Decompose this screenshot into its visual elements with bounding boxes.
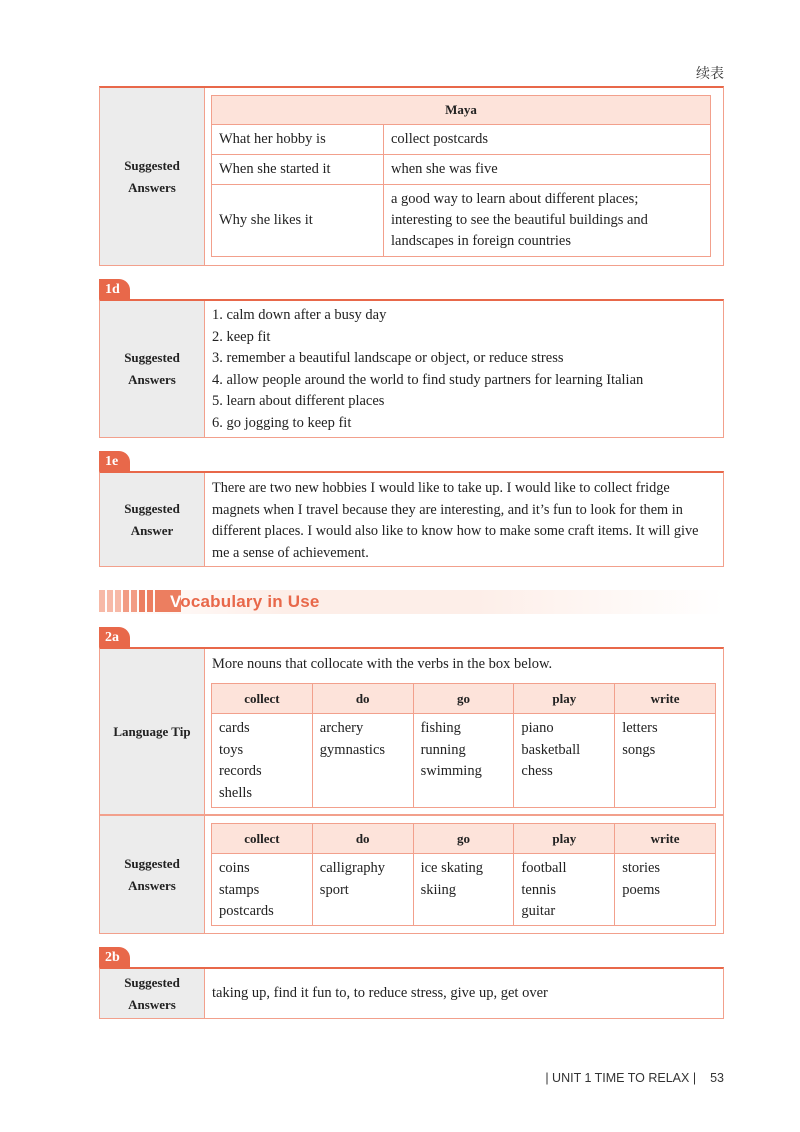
cell-line: skiing bbox=[420, 881, 457, 898]
table-cell: when she was five bbox=[384, 155, 711, 185]
table-cell bbox=[312, 854, 413, 926]
cell-line: coins bbox=[219, 860, 250, 876]
table-cell bbox=[514, 854, 615, 926]
answers-2b-block bbox=[99, 967, 724, 1019]
table-cell: When she started it bbox=[212, 155, 384, 185]
column-header: collect bbox=[212, 824, 313, 854]
table-cell bbox=[514, 714, 615, 808]
label-line: Answers bbox=[128, 179, 176, 195]
cell-line: running bbox=[420, 741, 466, 758]
row-label bbox=[100, 473, 205, 566]
table-cell: What her hobby is bbox=[212, 125, 384, 155]
list-item: 5. learn about different places bbox=[212, 393, 385, 409]
cell-line: songs bbox=[622, 741, 656, 758]
collocation-answers-table bbox=[211, 823, 716, 926]
section-tag-2b: 2b bbox=[99, 947, 130, 968]
answer-1e-paragraph bbox=[205, 473, 723, 566]
column-header: play bbox=[514, 824, 615, 854]
label-line: Language Tip bbox=[113, 723, 191, 739]
row-label bbox=[100, 816, 205, 933]
unit-title: | UNIT 1 TIME TO RELAX | bbox=[545, 1071, 697, 1085]
paragraph-line: me a sense of achievement. bbox=[212, 544, 369, 561]
page-number: 53 bbox=[710, 1071, 724, 1085]
cell-line: piano bbox=[521, 720, 554, 736]
table-cell: collect postcards bbox=[384, 125, 711, 155]
cell-line: postcards bbox=[219, 903, 274, 919]
list-item: 2. keep fit bbox=[212, 328, 271, 345]
label-line: Answers bbox=[128, 877, 176, 893]
cell-line: toys bbox=[219, 741, 244, 758]
column-header: write bbox=[615, 824, 716, 854]
label-line: Answers bbox=[128, 996, 176, 1012]
cell-line: basketball bbox=[521, 741, 581, 758]
table-cell bbox=[615, 714, 716, 808]
cell-line: stories bbox=[622, 860, 661, 876]
table-cell bbox=[212, 714, 313, 808]
label-line: Answer bbox=[130, 522, 174, 538]
table-row bbox=[212, 125, 711, 155]
column-header: collect bbox=[212, 684, 313, 714]
cell-line: letters bbox=[622, 720, 658, 736]
cell-line: interesting to see the beautiful buildings and bbox=[391, 212, 648, 228]
cell-line: stamps bbox=[219, 881, 260, 898]
column-header: do bbox=[312, 684, 413, 714]
cell-line: archery bbox=[319, 720, 364, 736]
table-cell bbox=[312, 714, 413, 808]
answers-1d-block bbox=[99, 299, 724, 438]
table-cell: Why she likes it bbox=[212, 185, 384, 257]
table-row bbox=[212, 854, 716, 926]
section-tag-1e: 1e bbox=[99, 451, 130, 472]
cell-line: shells bbox=[219, 784, 253, 801]
list-item: 4. allow people around the world to find study partners for learning Italian bbox=[212, 371, 644, 388]
cell-line: fishing bbox=[420, 720, 461, 736]
label-line: Suggested bbox=[124, 500, 180, 516]
row-label bbox=[100, 301, 205, 437]
list-item: 3. remember a beautiful landscape or object, or reduce stress bbox=[212, 350, 564, 366]
paragraph-line: different places. I would also like to know how to make some craft items. It will give bbox=[212, 523, 699, 539]
table-row bbox=[212, 185, 711, 257]
column-header: go bbox=[413, 684, 514, 714]
vocab-section-title bbox=[170, 592, 320, 612]
cell-line: guitar bbox=[521, 903, 556, 919]
maya-table bbox=[211, 95, 711, 257]
answer-1e-block bbox=[99, 471, 724, 567]
cell-line: a good way to learn about different places; bbox=[391, 191, 639, 207]
cell-line: ice skating bbox=[420, 860, 484, 876]
table-cell bbox=[413, 854, 514, 926]
label-line: Suggested bbox=[124, 855, 180, 871]
title-rest: ocabulary in Use bbox=[180, 592, 320, 611]
paragraph-line: There are two new hobbies I would like to take up. I would like to collect fridge bbox=[212, 480, 670, 496]
table-header-row bbox=[212, 684, 716, 714]
cell-line: landscapes in foreign countries bbox=[391, 233, 571, 249]
list-item: 6. go jogging to keep fit bbox=[212, 414, 352, 431]
cell-line: records bbox=[219, 763, 262, 779]
cell-line: chess bbox=[521, 763, 553, 779]
table-cell bbox=[384, 185, 711, 257]
cell-line: calligraphy bbox=[319, 860, 386, 876]
column-header: do bbox=[312, 824, 413, 854]
row-label bbox=[100, 88, 205, 265]
column-header: go bbox=[413, 824, 514, 854]
cell-line: sport bbox=[319, 881, 349, 898]
row-label bbox=[100, 969, 205, 1018]
continued-label: 续表 bbox=[696, 66, 724, 82]
language-tip-intro: More nouns that collocate with the verbs in the box below. bbox=[212, 656, 553, 672]
label-line: Suggested bbox=[124, 350, 180, 365]
vocab-header-stripes bbox=[99, 590, 181, 612]
collocation-tip-table bbox=[211, 683, 716, 808]
cell-line: poems bbox=[622, 881, 661, 898]
list-item: 1. calm down after a busy day bbox=[212, 307, 387, 323]
table-row bbox=[212, 155, 711, 185]
section-tag-1d: 1d bbox=[99, 279, 130, 300]
answers-2b-text: taking up, find it fun to, to reduce stress, give up, get over bbox=[212, 984, 548, 1001]
table-header-row bbox=[212, 824, 716, 854]
table-cell bbox=[212, 854, 313, 926]
title-initial: V bbox=[170, 592, 181, 611]
column-header: play bbox=[514, 684, 615, 714]
label-line: Answers bbox=[128, 372, 176, 387]
table-row bbox=[212, 714, 716, 808]
cell-line: gymnastics bbox=[319, 741, 386, 758]
cell-line: cards bbox=[219, 720, 250, 736]
table-cell bbox=[413, 714, 514, 808]
table-cell bbox=[615, 854, 716, 926]
section-tag-2a: 2a bbox=[99, 627, 130, 648]
paragraph-line: magnets when I travel because they are interesting, and it’s fun to look for them in bbox=[212, 501, 683, 518]
cell-line: tennis bbox=[521, 881, 557, 898]
answers-1d-list bbox=[205, 301, 723, 437]
label-line: Suggested bbox=[124, 157, 180, 173]
maya-header: Maya bbox=[212, 96, 711, 125]
cell-line: football bbox=[521, 860, 567, 876]
label-line: Suggested bbox=[124, 974, 180, 990]
page-footer bbox=[545, 1071, 724, 1085]
row-label bbox=[100, 649, 205, 814]
column-header: write bbox=[615, 684, 716, 714]
cell-line: swimming bbox=[420, 763, 482, 779]
